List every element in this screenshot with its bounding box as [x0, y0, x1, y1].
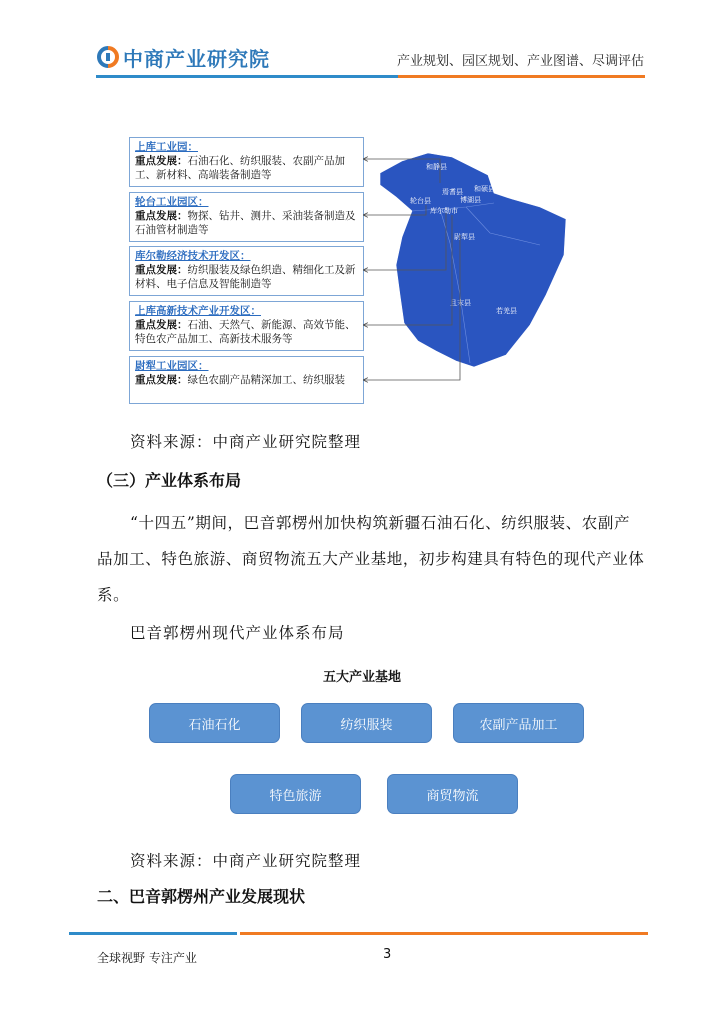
company-logo [97, 44, 270, 70]
source-note: 资料来源：中商产业研究院整理 [130, 433, 362, 451]
zone-desc: 物探、钻井、测井、采油装备制造及石油管材制造等 [135, 210, 356, 236]
zone-connectors [360, 135, 470, 385]
footer-rule-orange [240, 932, 648, 935]
map-label: 库尔勒市 [430, 207, 458, 215]
zone-box-shangku [129, 137, 364, 187]
zone-desc: 石油石化、纺织服装、农副产品加工、新材料、高端装备制造等 [135, 155, 345, 181]
source-note: 资料来源：中商产业研究院整理 [130, 852, 362, 870]
base-box-agri-processing: 农副产品加工 [453, 703, 584, 743]
footer-slogan: 全球视野 专注产业 [97, 951, 197, 965]
zone-box-korla [129, 246, 364, 296]
zone-desc: 石油、天然气、新能源、高效节能、特色农产品加工、高新技术服务等 [135, 319, 356, 345]
map-label: 且末县 [450, 299, 471, 307]
zone-title: 尉犁工业园区： [135, 360, 209, 372]
zone-box-hitech [129, 301, 364, 351]
map-label: 和硕县 [474, 185, 495, 193]
map-label: 轮台县 [410, 197, 431, 205]
zone-label: 重点发展： [135, 319, 188, 331]
page-number: 3 [383, 947, 392, 962]
logo-text: 中商产业研究院 [123, 46, 270, 71]
diagram-title: 五大产业基地 [322, 670, 401, 685]
section-heading-status: 二、巴音郭楞州产业发展现状 [97, 887, 306, 906]
header-rule-orange [398, 75, 645, 78]
zone-label: 重点发展： [135, 210, 188, 222]
zone-box-luntai [129, 192, 364, 242]
map-label: 和静县 [426, 163, 447, 171]
zone-box-yuli [129, 356, 364, 404]
zone-title: 上库工业园： [135, 141, 198, 153]
zone-title: 库尔勒经济技术开发区： [135, 250, 251, 262]
section-heading-industry-layout: （三）产业体系布局 [97, 471, 242, 490]
header-tagline: 产业规划、园区规划、产业图谱、尽调评估 [396, 54, 644, 69]
zone-title: 轮台工业园区： [135, 196, 209, 208]
zone-label: 重点发展： [135, 155, 188, 167]
map-label: 博湖县 [460, 196, 481, 204]
zone-title: 上库高新技术产业开发区： [135, 305, 261, 317]
header-rule-blue [96, 75, 398, 78]
zone-desc: 纺织服装及绿色织造、精细化工及新材料、电子信息及智能制造等 [135, 264, 356, 290]
base-box-tourism: 特色旅游 [230, 774, 361, 814]
map-label: 若羌县 [496, 307, 517, 315]
figure-caption: 巴音郭楞州现代产业体系布局 [130, 624, 345, 642]
base-box-petrochemical: 石油石化 [149, 703, 280, 743]
base-box-logistics: 商贸物流 [387, 774, 518, 814]
zone-label: 重点发展： [135, 374, 188, 386]
map-label: 焉耆县 [442, 188, 463, 196]
map-label: 尉犁县 [454, 233, 475, 241]
zone-label: 重点发展： [135, 264, 188, 276]
base-box-textile: 纺织服装 [301, 703, 432, 743]
footer-rule-blue [69, 932, 237, 935]
zone-desc: 绿色农副产品精深加工、纺织服装 [187, 374, 345, 386]
logo-mark-icon [97, 46, 119, 68]
body-paragraph: “十四五”期间，巴音郭楞州加快构筑新疆石油石化、纺织服装、农副产品加工、特色旅游、商贸物流五大产业基地，初步构建具有特色的现代产业体系。 [97, 514, 645, 604]
